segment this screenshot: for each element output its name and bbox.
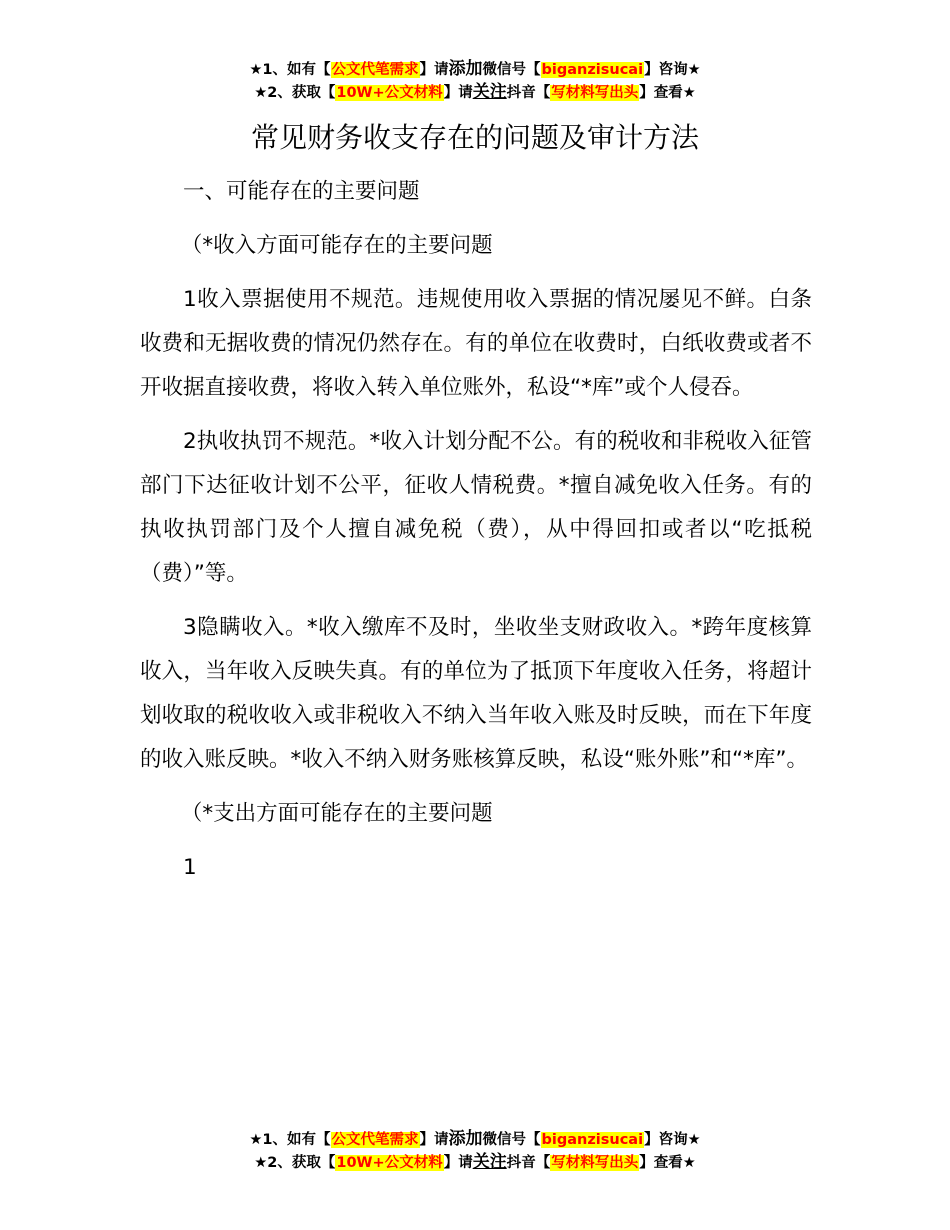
highlight-ghostwriting: 公文代笔需求 [331,62,419,78]
banner-line-1: ★1、如有【公文代笔需求】请添加微信号【biganzisucai】咨询★ [249,1129,701,1149]
paragraph: 2执收执罚不规范。*收入计划分配不公。有的税收和非税收入征管部门下达征收计划不公平，征收人情税费。*擅自减免收入任务。有的执收执罚部门及个人擅自减免税（费），从中得回扣或者以“吃抵税（费）”等。 [140,429,812,586]
highlight-wechat-id: biganzisucai [541,62,644,78]
star-icon: ★ [254,85,268,101]
banner-line-2: ★2、获取【10W+公文材料】请关注抖音【写材料写出头】查看★ [254,1152,696,1172]
highlight-ghostwriting: 公文代笔需求 [331,1132,419,1148]
highlight-douyin-account: 写材料写出头 [551,1155,639,1171]
star-icon: ★ [249,62,263,78]
document-body [140,170,812,900]
paragraph: 1 [183,855,197,880]
subsection-heading: （*收入方面可能存在的主要问题 [180,233,493,258]
section-heading: 一、可能存在的主要问题 [183,179,420,204]
banner-line-1: ★1、如有【公文代笔需求】请添加微信号【biganzisucai】咨询★ [249,59,701,79]
header-banner [0,58,950,104]
paragraph: 3隐瞒收入。*收入缴库不及时，坐收坐支财政收入。*跨年度核算收入，当年收入反映失真。有的单位为了抵顶下年度收入任务，将超计划收取的税收收入或非税收入不纳入当年收入账及时反映，而在下年度的收入账反映。*收入不纳入财务账核算反映，私设“账外账”和“*库”。 [140,615,812,772]
highlight-materials: 10W+公文材料 [336,1155,443,1171]
star-icon: ★ [254,1155,268,1171]
document-title: 常见财务收支存在的问题及审计方法 [250,121,699,154]
subsection-heading: （*支出方面可能存在的主要问题 [180,801,493,826]
highlight-douyin-account: 写材料写出头 [551,85,639,101]
footer-banner [0,1128,950,1174]
banner-line-2: ★2、获取【10W+公文材料】请关注抖音【写材料写出头】查看★ [254,82,696,102]
paragraph: 1收入票据使用不规范。违规使用收入票据的情况屡见不鲜。白条收费和无据收费的情况仍然存在。有的单位在收费时，白纸收费或者不开收据直接收费，将收入转入单位账外，私设“*库”或个人侵吞。 [140,287,812,400]
highlight-materials: 10W+公文材料 [336,85,443,101]
highlight-wechat-id: biganzisucai [541,1132,644,1148]
star-icon: ★ [249,1132,263,1148]
